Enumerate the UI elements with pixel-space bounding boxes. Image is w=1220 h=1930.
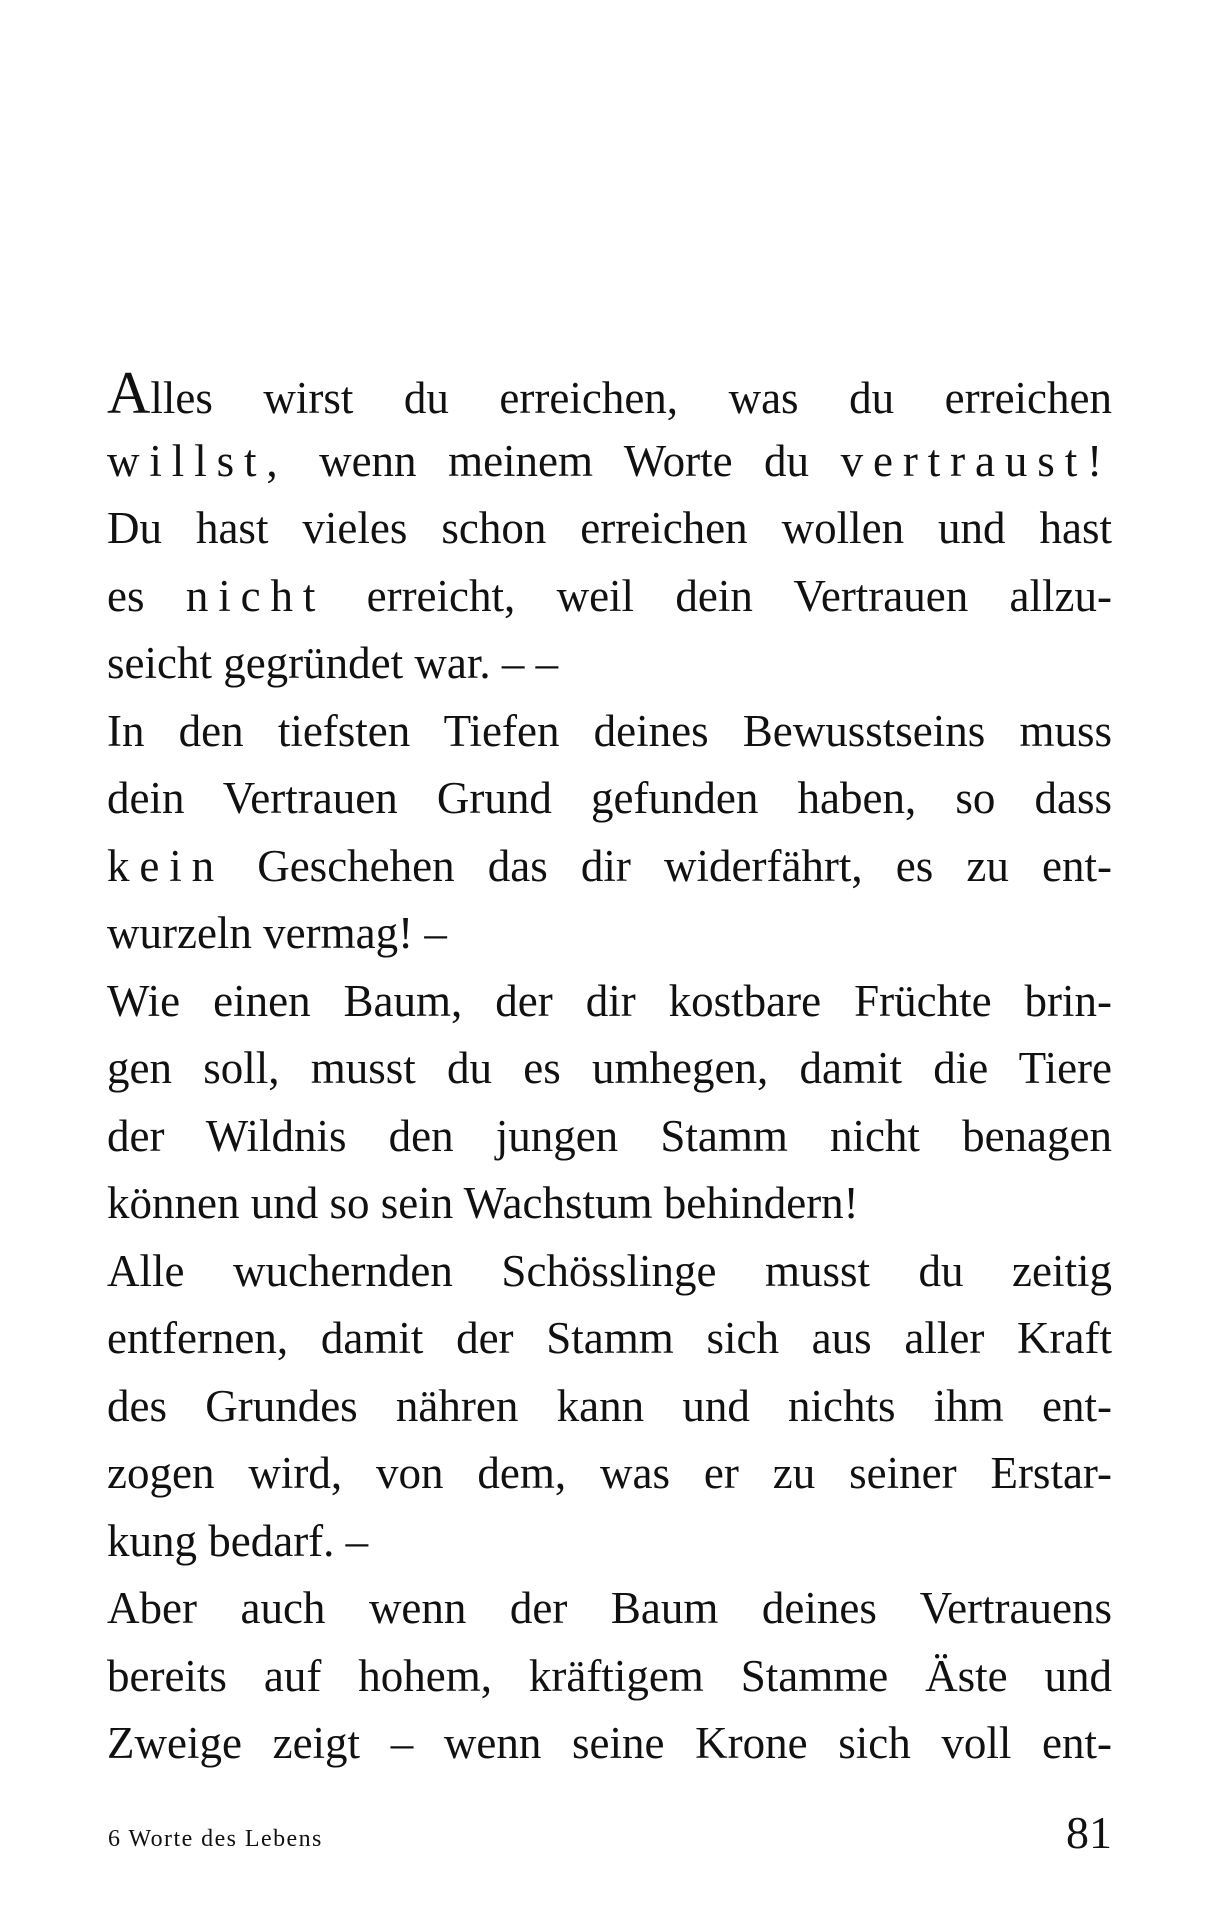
- text-line-6: In den tiefsten Tiefen deines Bewusstseins muss: [107, 705, 1112, 756]
- text-line-18: kung bedarf. –: [107, 1515, 369, 1566]
- signature-mark: 6 Worte des Lebens: [108, 1826, 323, 1852]
- text-line-4: [107, 563, 1112, 631]
- text-line-13: können und so sein Wachstum behindern!: [107, 1178, 859, 1228]
- page-number: 81: [1066, 1807, 1112, 1858]
- text-line-20: bereits auf hohem, kräftigem Stamme Äste und: [107, 1650, 1112, 1701]
- spaced-word: vertraust!: [840, 435, 1112, 486]
- text-line-15: entfernen, damit der Stamm sich aus aller Kraft: [107, 1313, 1112, 1363]
- text-line-21: Zweige zeigt – wenn seine Krone sich voll ent-: [107, 1718, 1112, 1768]
- text-line-8: [107, 833, 1112, 901]
- text-line-17: zogen wird, von dem, was er zu seiner Erstar-: [107, 1448, 1112, 1498]
- text-line-10: Wie einen Baum, der dir kostbare Früchte brin-: [107, 975, 1112, 1026]
- text-line-2: [107, 428, 1112, 496]
- text-line-11: gen soll, musst du es umhegen, damit die Tiere: [107, 1043, 1112, 1093]
- text-segment: wenn meinem Worte du: [287, 435, 841, 486]
- text-line-19: Aber auch wenn der Baum deines Vertrauens: [107, 1583, 1112, 1633]
- text-line-9: wurzeln vermag! –: [107, 908, 447, 958]
- spaced-word: nicht: [185, 570, 326, 621]
- text-line-16: des Grundes nähren kann und nichts ihm ent-: [107, 1380, 1112, 1431]
- text-line-3: Du hast vieles schon erreichen wollen und hast: [107, 503, 1112, 553]
- text-line-14: Alle wuchernden Schösslinge musst du zeitig: [107, 1245, 1112, 1296]
- text-segment: es: [107, 570, 186, 621]
- text-segment: Geschehen das dir widerfährt, es zu ent-: [224, 840, 1112, 891]
- text-line-1: [107, 360, 1112, 428]
- drop-cap: A: [107, 360, 151, 426]
- text-segment: erreicht, weil dein Vertrauen allzu-: [325, 570, 1112, 621]
- text-line-1-rest: lles wirst du erreichen, was du erreichen: [150, 373, 1112, 423]
- body-text: [107, 360, 1112, 1778]
- spaced-word: willst,: [107, 435, 288, 486]
- text-line-5: seicht gegründet war. – –: [107, 638, 559, 688]
- text-line-7: dein Vertrauen Grund gefunden haben, so dass: [107, 773, 1112, 823]
- spaced-word: kein: [107, 840, 225, 891]
- text-line-12: der Wildnis den jungen Stamm nicht benagen: [107, 1110, 1112, 1161]
